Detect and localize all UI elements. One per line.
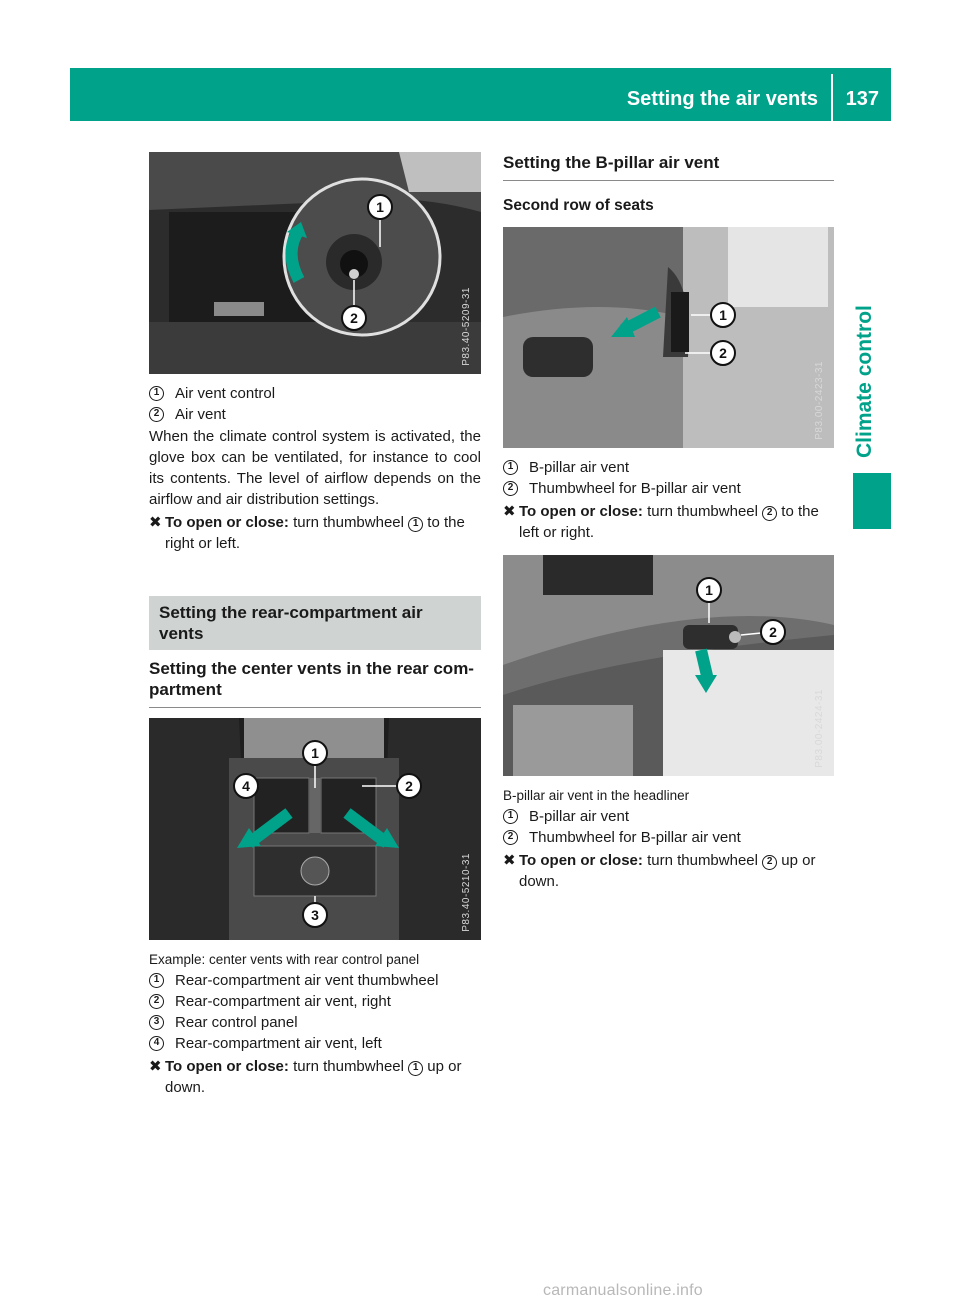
svg-text:1: 1 — [311, 745, 319, 761]
photo-caption: B-pillar air vent in the headliner — [503, 788, 690, 803]
legend-item — [503, 827, 834, 848]
legend-item — [149, 970, 481, 991]
page-title: Setting the air vents — [626, 88, 818, 110]
subsection-heading: Setting the center vents in the rear com-partment — [149, 658, 481, 708]
legend-item — [149, 1033, 481, 1054]
step-arrow-icon: ✖ — [149, 1058, 162, 1075]
legend-text: B-pillar air vent — [529, 459, 630, 476]
svg-text:2: 2 — [769, 624, 777, 640]
legend-text: B-pillar air vent — [529, 808, 630, 825]
callout-number: 2 — [762, 855, 777, 870]
callout-number: 2 — [503, 481, 518, 496]
step-text: to the left or right. — [519, 503, 819, 541]
step-text: turn thumbwheel — [288, 1058, 409, 1075]
callout-number: 1 — [408, 1061, 423, 1076]
svg-text:1: 1 — [705, 582, 713, 598]
subsection-heading: Second row of seats — [503, 197, 654, 214]
legend-item — [503, 478, 834, 499]
legend-text: Thumbwheel for B-pillar air vent — [529, 829, 741, 846]
header-divider — [831, 74, 833, 121]
callout-number: 1 — [149, 973, 164, 988]
legend-item — [149, 404, 481, 425]
instruction-step — [149, 512, 481, 554]
callout-number: 1 — [149, 386, 164, 401]
step-text: turn thumbwheel — [642, 503, 763, 520]
step-label: To open or close: — [165, 1058, 289, 1075]
svg-text:4: 4 — [242, 778, 250, 794]
photo-code: P83.00-2424-31 — [814, 689, 825, 768]
callout-number: 1 — [503, 809, 518, 824]
legend-text: Rear-compartment air vent, right — [175, 993, 391, 1010]
instruction-step — [149, 1056, 481, 1098]
legend-text: Rear-compartment air vent, left — [175, 1035, 382, 1052]
step-text: up or down. — [165, 1058, 462, 1096]
legend-item — [503, 457, 834, 478]
callout-number: 2 — [149, 407, 164, 422]
callout-number: 1 — [408, 517, 423, 532]
step-label: To open or close: — [165, 514, 289, 531]
svg-text:1: 1 — [719, 307, 727, 323]
callout-number: 1 — [503, 460, 518, 475]
rear-center-vents-photo — [149, 718, 481, 940]
legend-text: Rear-compartment air vent thumbwheel — [175, 972, 439, 989]
legend-item — [149, 1012, 481, 1033]
instruction-step — [503, 501, 834, 543]
section-heading: Setting the B-pillar air vent — [503, 152, 834, 181]
right-column — [503, 152, 834, 892]
step-arrow-icon: ✖ — [503, 503, 516, 520]
step-arrow-icon: ✖ — [149, 514, 162, 531]
svg-text:2: 2 — [719, 345, 727, 361]
step-text: to the right or left. — [165, 514, 465, 552]
svg-text:2: 2 — [405, 778, 413, 794]
glove-box-vent-photo — [149, 152, 481, 374]
legend-item — [149, 383, 481, 404]
callout-number: 2 — [762, 506, 777, 521]
legend-text: Thumbwheel for B-pillar air vent — [529, 480, 741, 497]
step-label: To open or close: — [519, 852, 643, 869]
callout-number: 2 — [149, 994, 164, 1009]
callout-number: 4 — [149, 1036, 164, 1051]
step-label: To open or close: — [519, 503, 643, 520]
step-arrow-icon: ✖ — [503, 852, 516, 869]
legend-text: Air vent — [175, 406, 226, 423]
photo-caption: Example: center vents with rear control panel — [149, 952, 420, 967]
step-text: turn thumbwheel — [288, 514, 409, 531]
svg-text:1: 1 — [376, 199, 384, 215]
step-text: up or down. — [519, 852, 816, 890]
instruction-step — [503, 850, 834, 892]
legend-text: Rear control panel — [175, 1014, 298, 1031]
step-text: turn thumbwheel — [642, 852, 763, 869]
svg-text:3: 3 — [311, 907, 319, 923]
b-pillar-vent-photo — [503, 227, 834, 448]
svg-text:2: 2 — [350, 310, 358, 326]
callout-number: 3 — [149, 1015, 164, 1030]
page-header — [70, 68, 891, 121]
watermark[interactable]: carmanualsonline.info — [543, 1282, 703, 1299]
legend-item — [149, 991, 481, 1012]
chapter-tab-marker — [853, 473, 891, 529]
photo-code: P83.00-2423-31 — [814, 361, 825, 440]
chapter-tab-label: Climate control — [853, 305, 876, 458]
headliner-vent-photo — [503, 555, 834, 776]
page-number: 137 — [845, 88, 879, 110]
callout-number: 2 — [503, 830, 518, 845]
photo-code: P83.40-5210-31 — [461, 853, 472, 932]
section-heading: Setting the rear-compartment air vents — [149, 596, 481, 650]
glove-box-paragraph: When the climate control system is activated, the glove box can be ventilated, for instance to cool its contents. The level of airflow depends on the airflow and air distribution settings. — [149, 428, 481, 508]
photo-code: P83.40-5209-31 — [461, 287, 472, 366]
legend-item — [503, 806, 834, 827]
legend-text: Air vent control — [175, 385, 276, 402]
left-column — [149, 152, 481, 1098]
